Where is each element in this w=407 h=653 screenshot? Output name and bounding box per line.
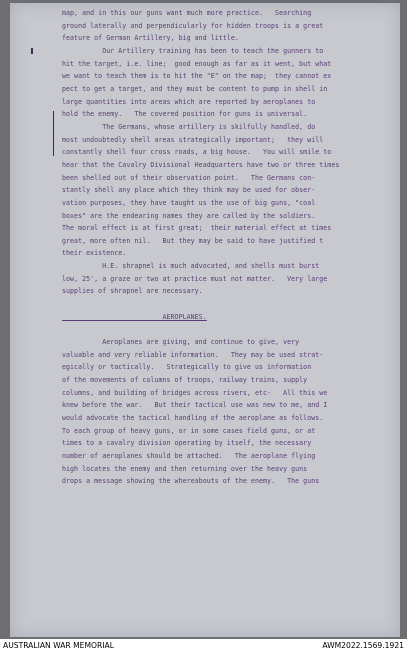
typed-document-page [10, 3, 400, 637]
text-line: knew before the war. But their tactical use was new to me, and I [62, 401, 328, 410]
text-line: constantly shell four cross roads, a big house. You will smile to [62, 148, 332, 157]
text-line: high locates the enemy and then returning over the heavy guns [62, 464, 308, 473]
text-line: columns, and building of bridges across rivers, etc- All this we [62, 388, 328, 397]
text-line: we want to teach them is to hit the "E" on the map; they cannot ex [62, 72, 332, 81]
text-line: supplies of shrapnel are necessary. [62, 287, 203, 296]
margin-mark-side [53, 111, 54, 156]
text-line [62, 298, 392, 311]
text-line: H.E. shrapnel is much advocated, and shells must burst [62, 262, 320, 271]
text-line: drops a message showing the whereabouts of the enemy. The guns [62, 477, 320, 486]
footer-institution: AUSTRALIAN WAR MEMORIAL [3, 641, 114, 650]
margin-mark-top [31, 48, 33, 54]
text-line: most undoubtedly shell areas strategically important; they will [62, 135, 324, 144]
section-heading-aeroplanes: AEROPLANES. [62, 312, 207, 321]
text-line: Our Artillery training has been to teach the gunners to [62, 46, 324, 55]
text-line: Aeroplanes are giving, and continue to give, very [62, 338, 300, 347]
text-line: times to a cavalry division operating by itself, the necessary [62, 439, 312, 448]
text-line: would advocate the tactical handling of the aeroplane as follows. [62, 414, 324, 422]
text-line: low, 25', a graze or two at practice must not matter. Very large [62, 274, 328, 283]
text-line: of the movements of columns of troops, railway trains, supply [62, 376, 308, 385]
footer-bar [0, 639, 407, 653]
document-body-text [62, 7, 392, 488]
text-line: ground laterally and perpendicularly for hidden troops is a great [62, 21, 324, 30]
text-line: feature of German Artillery, big and little. [62, 34, 239, 43]
text-line: map, and in this our guns want much more practice. Searching [62, 9, 312, 17]
text-line: hold the enemy. The covered position for guns is universal. [62, 110, 308, 119]
text-line: pect to get a target, and they must be content to pump in shell in [62, 84, 328, 93]
text-line: number of aeroplanes should be attached. The aeroplane flying [62, 451, 316, 460]
text-line: great, more often nil. But they may be said to have justified t [62, 236, 324, 245]
text-line: hit the target, i.e. line; good enough as far as it went, but what [62, 59, 332, 68]
text-line: hear that the Cavalry Divisional Headquarters have two or three times [62, 160, 340, 169]
text-line: The moral effect is at first great; their material effect at times [62, 224, 332, 233]
text-line: valuable and very reliable information. They may be used strat- [62, 350, 324, 359]
text-line: been shelled out of their observation point. The Germans con- [62, 173, 316, 182]
text-line: egically or tactically. Strategically to give us information [62, 363, 312, 372]
text-line: To each group of heavy guns, or in some cases field guns, or at [62, 426, 316, 435]
text-line [62, 323, 392, 336]
text-line: large quantities into areas which are reported by aeroplanes to [62, 97, 316, 106]
text-line: vation purposes, they have taught us the use of big guns, "coal [62, 198, 316, 207]
text-line: stantly shell any place which they think may be used for obser- [62, 186, 316, 195]
text-line: The Germans, whose artillery is skilfully handled, do [62, 122, 316, 131]
footer-accession-number: AWM2022.1569.1921 [322, 641, 404, 650]
text-line: boxes" are the endearing names they are called by the soldiers. [62, 211, 316, 220]
text-line: their existence. [62, 249, 127, 258]
